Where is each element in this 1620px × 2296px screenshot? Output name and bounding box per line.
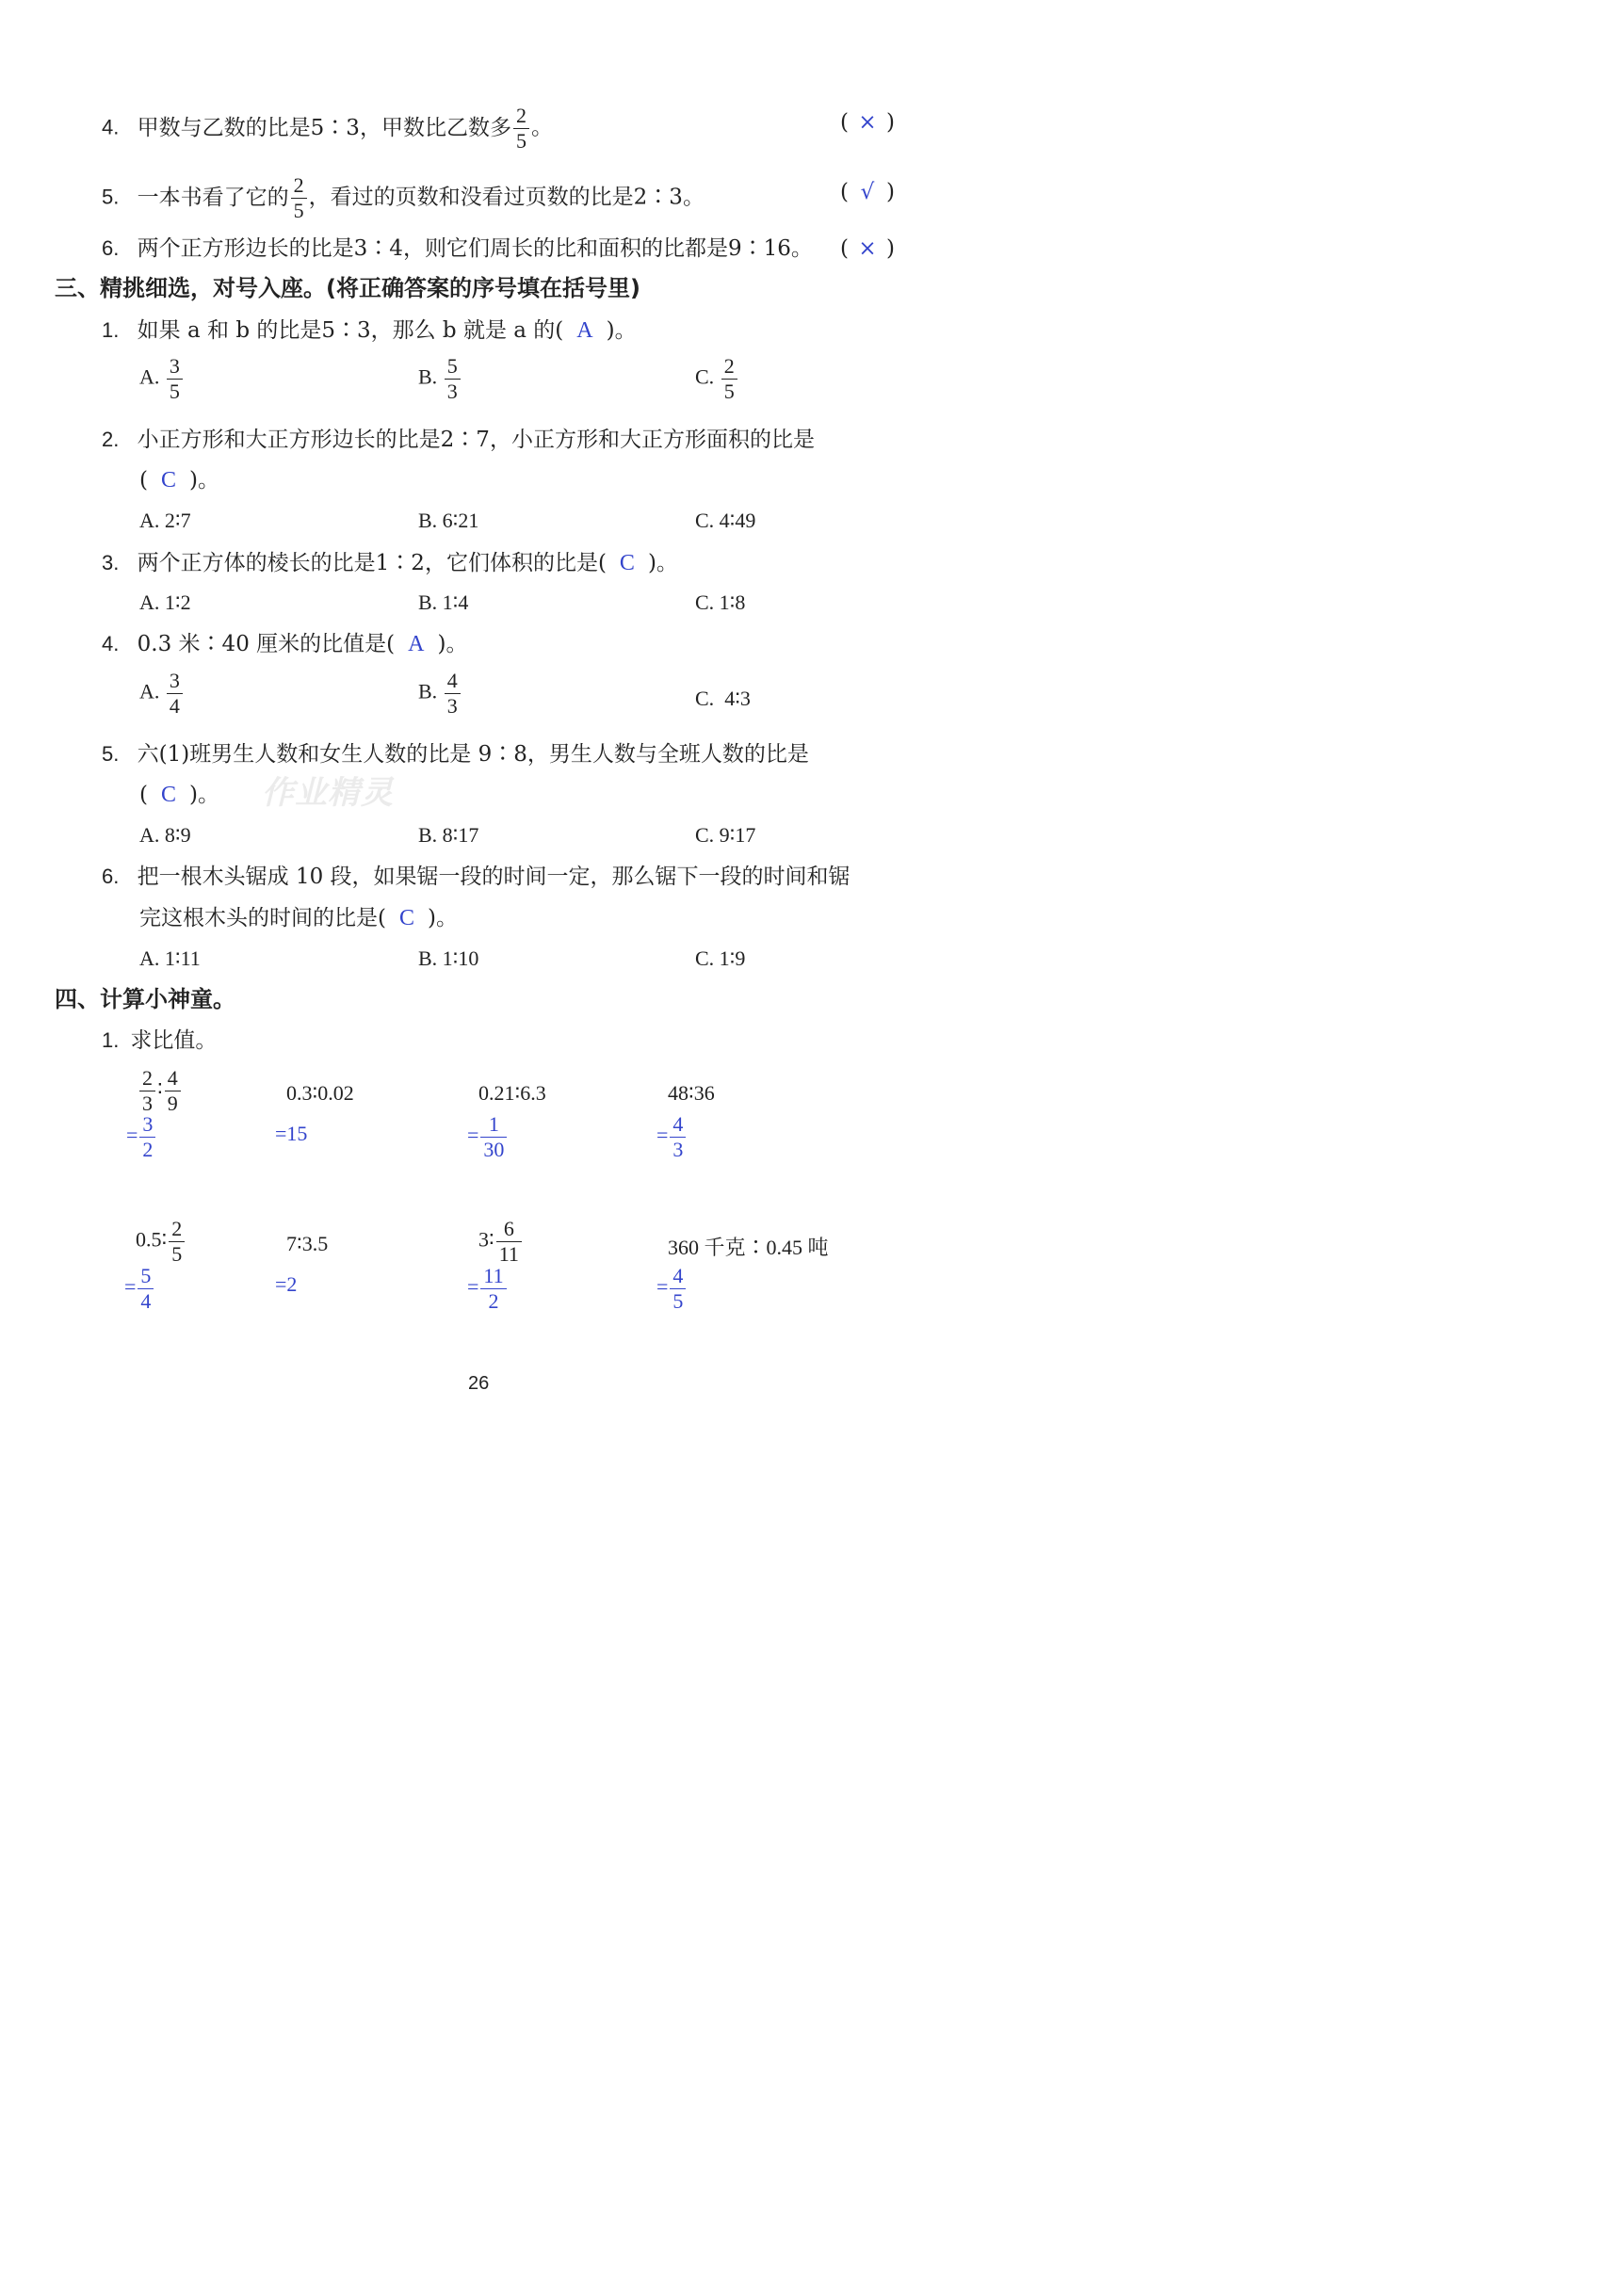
question-number: 4. <box>102 632 120 655</box>
answer: C <box>398 906 414 930</box>
answer-mark: √ <box>860 180 875 204</box>
answer-mark: × <box>858 236 877 261</box>
q6-option-c: C. 1∶9 <box>695 946 746 970</box>
fraction: $\frac{2}{5}$ <box>513 105 529 152</box>
item-text: 一本书看了它的 <box>137 185 289 210</box>
item-text: 两个正方形边长的比是3∶4，则它们周长的比和面积的比都是9∶16。 <box>137 236 813 261</box>
question-text: 如果 a 和 b 的比是5∶3，那么 b 就是 a 的( <box>137 318 564 343</box>
calc-3-answer: = $\frac{1}{30}$ <box>467 1114 509 1160</box>
fraction: $\frac{5}{3}$ <box>445 356 461 402</box>
q5-option-c: C. 9∶17 <box>695 823 756 847</box>
question-3: 3. 两个正方体的棱长的比是1∶2，它们体积的比是( C )。 <box>102 551 678 575</box>
calc-8-expr: 360 千克∶0.45 吨 <box>668 1236 829 1259</box>
question-6-line2: 完这根木头的时间的比是( C )。 <box>139 906 458 930</box>
question-text: 0.3 米∶40 厘米的比值是( <box>137 632 396 656</box>
answer: C <box>160 468 176 493</box>
watermark: 作业精灵 <box>262 774 394 812</box>
question-6 <box>102 863 850 891</box>
answer-mark: × <box>858 110 877 135</box>
q6-option-b: B. 1∶10 <box>418 946 479 970</box>
judge-item-4 <box>102 105 553 152</box>
question-1 <box>102 316 637 345</box>
section-4-title: 四、计算小神童。 <box>55 986 235 1012</box>
q2-option-a: A. 2∶7 <box>139 509 191 532</box>
question-4: 4. 0.3 米∶40 厘米的比值是( A )。 <box>102 632 468 656</box>
question-5-answer-line: ( C )。 <box>139 783 219 807</box>
q1-option-c: C. $\frac{2}{5}$ <box>695 356 739 402</box>
q5-option-a: A. 8∶9 <box>139 823 191 847</box>
answer: C <box>619 551 635 575</box>
q2-option-b: B. 6∶21 <box>418 509 479 532</box>
calc-5-expr: 0.5∶ $\frac{2}{5}$ <box>136 1219 186 1265</box>
judge-mark-4: ( × ) <box>840 110 895 135</box>
fraction: $\frac{2}{5}$ <box>291 175 307 221</box>
calc-1-expr: $\frac{2}{3}$ ∶ $\frac{4}{9}$ <box>138 1068 183 1114</box>
calc-3-expr: 0.21∶6.3 <box>478 1081 546 1105</box>
q3-option-c: C. 1∶8 <box>695 590 746 614</box>
question-2 <box>102 426 815 454</box>
calc-2-expr: 0.3∶0.02 <box>286 1081 354 1105</box>
calc-4-answer: = $\frac{4}{3}$ <box>656 1114 688 1160</box>
item-number: 4. <box>102 115 120 139</box>
question-number: 6. <box>102 865 120 888</box>
item-text-end: 。 <box>530 115 553 140</box>
question-text: 六(1)班男生人数和女生人数的比是 9∶8，男生人数与全班人数的比是 <box>137 742 809 767</box>
q3-option-a: A. 1∶2 <box>139 590 191 614</box>
section-3-title: 三、精挑细选，对号入座。(将正确答案的序号填在括号里) <box>55 275 640 301</box>
question-text: 小正方形和大正方形边长的比是2∶7，小正方形和大正方形面积的比是 <box>137 428 815 452</box>
answer: C <box>160 783 176 807</box>
item-text: 甲数与乙数的比是5∶3，甲数比乙数多 <box>137 115 511 140</box>
question-2-answer-line: ( C )。 <box>139 468 219 493</box>
page-number: 26 <box>468 1373 490 1394</box>
q4-option-c: C. 4∶3 <box>695 687 751 710</box>
q1-option-a: A. $\frac{3}{5}$ <box>139 356 185 402</box>
calc-7-expr: 3∶ $\frac{6}{11}$ <box>478 1219 524 1265</box>
judge-item-5 <box>102 175 705 221</box>
judge-item-6 <box>102 234 813 263</box>
answer: A <box>408 632 425 656</box>
judge-mark-6: ( × ) <box>840 236 895 261</box>
calc-4-expr: 48∶36 <box>668 1081 715 1105</box>
fraction: $\frac{3}{4}$ <box>167 671 183 717</box>
q5-option-b: B. 8∶17 <box>418 823 479 847</box>
question-text: 两个正方体的棱长的比是1∶2，它们体积的比是( <box>137 551 607 575</box>
calc-8-answer: = $\frac{4}{5}$ <box>656 1266 688 1312</box>
answer: A <box>576 318 593 343</box>
calc-5-answer: = $\frac{5}{4}$ <box>124 1266 155 1312</box>
item-number: 5. <box>102 185 120 209</box>
item-number: 6. <box>102 236 120 260</box>
question-number: 3. <box>102 551 120 574</box>
calc-7-answer: = $\frac{11}{2}$ <box>467 1266 509 1312</box>
question-number: 1. <box>102 318 120 342</box>
question-number: 5. <box>102 742 120 766</box>
question-number: 2. <box>102 428 120 451</box>
q2-option-c: C. 4∶49 <box>695 509 756 532</box>
fraction: $\frac{4}{3}$ <box>445 671 461 717</box>
q1-option-b: B. $\frac{5}{3}$ <box>418 356 462 402</box>
calc-6-answer: =2 <box>275 1272 298 1296</box>
calc-1-answer: = $\frac{3}{2}$ <box>126 1114 157 1160</box>
item-text-end: ，看过的页数和没看过页数的比是2∶3。 <box>308 185 705 210</box>
q3-option-b: B. 1∶4 <box>418 590 469 614</box>
calc-6-expr: 7∶3.5 <box>286 1232 329 1255</box>
calc-2-answer: =15 <box>275 1122 308 1145</box>
fraction: $\frac{2}{5}$ <box>721 356 737 402</box>
q4-option-b: B. $\frac{4}{3}$ <box>418 671 462 717</box>
q4-option-a: A. $\frac{3}{4}$ <box>139 671 185 717</box>
question-text: 把一根木头锯成 10 段，如果锯一段的时间一定，那么锯下一段的时间和锯 <box>137 865 850 889</box>
section-4-subtitle: 1. 求比值。 <box>102 1028 218 1053</box>
q6-option-a: A. 1∶11 <box>139 946 201 970</box>
fraction: $\frac{3}{5}$ <box>167 356 183 402</box>
question-end: )。 <box>606 318 637 343</box>
question-5 <box>102 740 809 768</box>
judge-mark-5: ( √ ) <box>840 180 895 204</box>
